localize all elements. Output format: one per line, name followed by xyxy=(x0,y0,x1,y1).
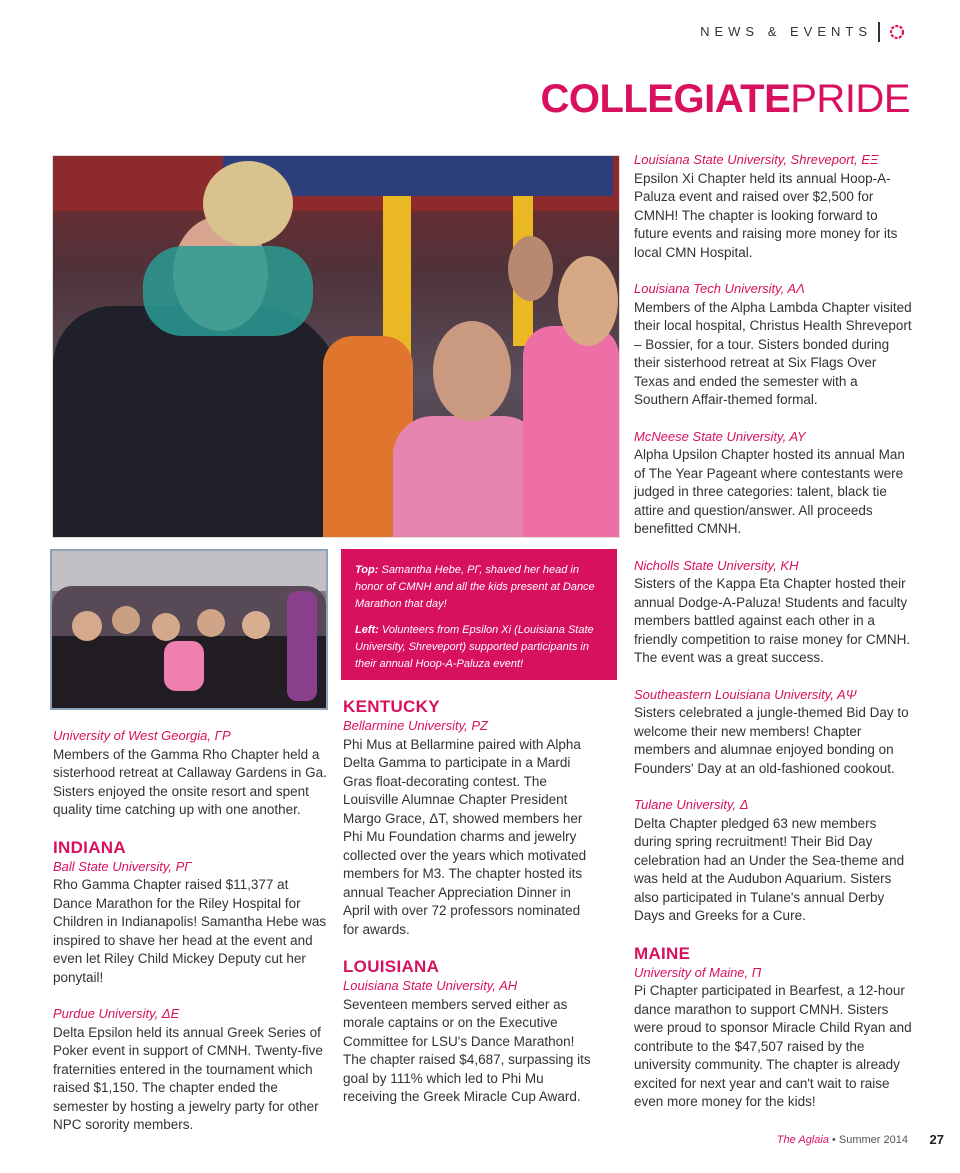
column-2 xyxy=(343,697,595,1125)
magazine-name: The Aglaia xyxy=(776,1134,829,1146)
university-name: Ball State University, PΓ xyxy=(53,858,192,874)
state-heading-maine: MAINE xyxy=(634,943,691,963)
entry-southeastern xyxy=(634,686,914,779)
section-divider xyxy=(878,22,880,42)
state-heading-kentucky: KENTUCKY xyxy=(343,697,440,716)
entry-body: Members of the Alpha Lambda Chapter visited their local hospital, Christus Health Shreveport – Bossier, for a tour. Sisters bonded during their sisterhood retreat at Six Flags Over Texas and ended the semester with a Southern Affair-themed formal. xyxy=(634,299,912,407)
entry-lsu xyxy=(343,977,595,1107)
entry-bellarmine xyxy=(343,717,595,939)
university-name: University of Maine, Π xyxy=(634,964,762,980)
entry-body: Seventeen members served either as morale captains or on the Executive Committee for LSU's Dance Marathon! The chapter raised $4,687, surpassing its goal by 111% which led to Phi Mu receiving the Greek Miracle Cup Award. xyxy=(343,996,591,1104)
caption-top-label: Top: xyxy=(355,564,379,576)
photo-caption xyxy=(341,549,617,680)
entry-body: Alpha Upsilon Chapter hosted its annual Man of The Year Pageant where contestants were judged in three categories: talent, black tie attire and question/answer. All proceeds benefitted CMNH. xyxy=(634,447,905,536)
footer xyxy=(700,1134,908,1146)
university-name: McNeese State University, AY xyxy=(634,428,806,444)
entry-body: Sisters of the Kappa Eta Chapter hosted their annual Dodge-A-Paluza! Students and faculty members battled against each other in a friendly competition to raise money for CMNH. The event was a great success. xyxy=(634,576,911,665)
entry-body: Rho Gamma Chapter raised $11,377 at Dance Marathon for the Riley Hospital for Children in Indianapolis! Samantha Hebe was inspired to shave her head at the event and even let Riley Child Mickey Deputy cut her ponytail! xyxy=(53,877,327,985)
entry-body: Sisters celebrated a jungle-themed Bid Day to welcome their new members! Chapter members and alumnae enjoyed bonding on Founders' Day at an old-fashioned cookout. xyxy=(634,705,909,776)
entry-body: Phi Mus at Bellarmine paired with Alpha Delta Gamma to participate in a Mardi Gras float-decorating contest. The Louisville Alumnae Chapter President Margo Grace, ΔT, showed members her Phi Mu Foundation charms and jewelry collected over the years which motivated members for M3. The chapter hosted its annual Teacher Appreciation Dinner in April with over 72 professors nominated for awards. xyxy=(343,736,587,937)
caption-left-label: Left: xyxy=(355,624,379,636)
caption-top xyxy=(355,562,603,613)
entry-ball-state xyxy=(53,858,328,988)
entry-tulane xyxy=(634,796,914,926)
state-heading-indiana: INDIANA xyxy=(53,837,126,857)
page-title xyxy=(420,74,910,124)
issue-label: • Summer 2014 xyxy=(828,1134,908,1146)
title-light: PRIDE xyxy=(790,77,910,121)
university-name: Louisiana State University, Shreveport, EΞ xyxy=(634,152,879,167)
entry-west-georgia xyxy=(53,727,328,820)
caption-left-text: Volunteers from Epsilon Xi (Louisiana State University, Shreveport) supported participants in their annual Hoop-A-Paluza event! xyxy=(355,624,594,670)
entry-mcneese xyxy=(634,428,914,539)
entry-body: Members of the Gamma Rho Chapter held a sisterhood retreat at Callaway Gardens in Ga. Sisters enjoyed the onsite resort and spent quality time catching up with one another. xyxy=(53,746,327,817)
entry-body: Delta Epsilon held its annual Greek Series of Poker event in support of CMNH. Twenty-five fraternities entered in the tournament which raised $1,150. The chapter ended the semester by hosting a jewelry party for other NPC sorority members. xyxy=(53,1024,323,1132)
column-1 xyxy=(53,727,328,1153)
entry-nicholls xyxy=(634,557,914,668)
university-name: Louisiana Tech University, AΛ xyxy=(634,281,805,296)
entry-lsu-shreveport xyxy=(634,151,914,262)
state-heading-louisiana: LOUISIANA xyxy=(343,957,440,976)
university-name: Bellarmine University, PZ xyxy=(343,718,488,733)
caption-left xyxy=(355,622,603,673)
university-name: Louisiana State University, AH xyxy=(343,978,518,993)
university-name: Tulane University, Δ xyxy=(634,797,749,812)
entry-body: Epsilon Xi Chapter held its annual Hoop-A-Paluza event and raised over $2,500 for CMNH! The chapter is looking forward to future events and raising more money for its local CMN Hospital. xyxy=(634,170,898,260)
column-3 xyxy=(634,151,914,1130)
main-photo xyxy=(52,155,620,538)
university-name: Nicholls State University, KH xyxy=(634,557,799,573)
flower-logo-icon xyxy=(889,24,905,40)
title-bold: COLLEGIATE xyxy=(540,77,791,121)
entry-body: Delta Chapter pledged 63 new members during spring recruitment! Their Bid Day celebration had an Under the Sea-theme and was held at the Audubon Aquarium. Sisters also participated in Tulane's annual Derby Days and Greeks for a Cure. xyxy=(634,815,905,923)
university-name: University of West Georgia, ΓP xyxy=(53,728,231,743)
group-photo xyxy=(50,549,328,710)
page-number: 27 xyxy=(929,1132,944,1147)
entry-body: Pi Chapter participated in Bearfest, a 12-hour dance marathon to support CMNH. Sisters were proud to sponsor Miracle Child Ryan and contribute to the $47,507 raised by the university community. The chapter is already excited for next year and can't wait to raise even more money for the kids! xyxy=(634,983,912,1109)
entry-maine xyxy=(634,964,914,1112)
section-label: NEWS & EVENTS xyxy=(700,24,872,39)
university-name: Purdue University, ΔE xyxy=(53,1006,180,1021)
entry-purdue xyxy=(53,1005,328,1135)
university-name: Southeastern Louisiana University, AΨ xyxy=(634,686,857,702)
entry-louisiana-tech xyxy=(634,280,914,410)
caption-top-text: Samantha Hebe, PΓ, shaved her head in honor of CMNH and all the kids present at Dance Marathon that day! xyxy=(355,564,595,610)
